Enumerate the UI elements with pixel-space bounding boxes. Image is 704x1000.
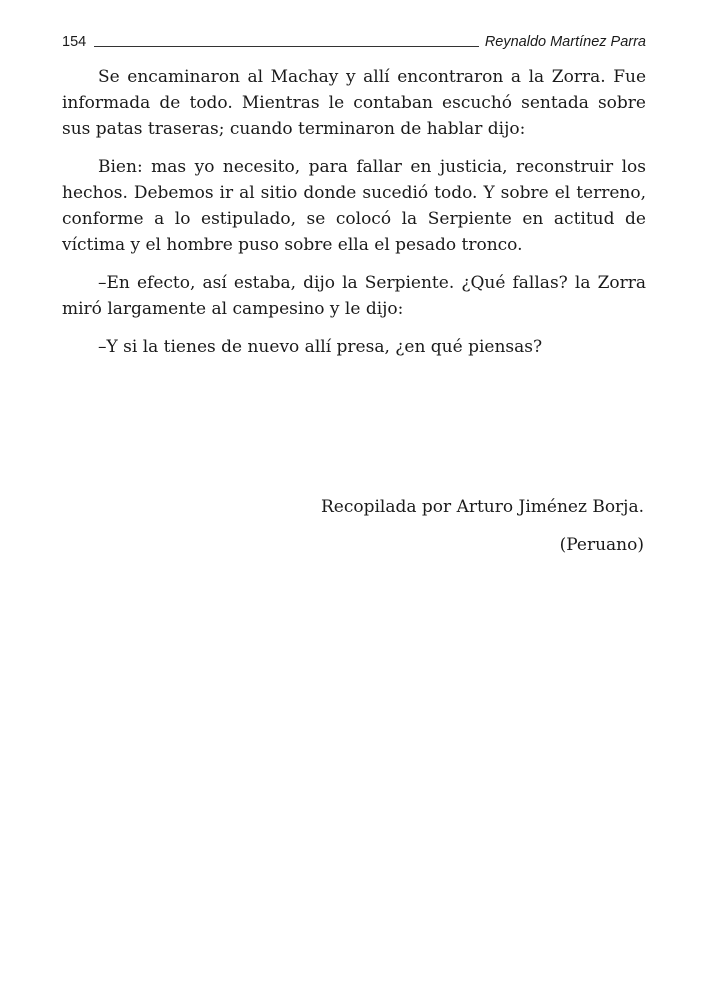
paragraph-2: Bien: mas yo necesito, para fallar en justicia, reconstruir los hechos. Debemos ir al sitio donde sucedió todo. Y sobre el terreno, conforme a lo estipulado, se colocó la Serpiente en actitud de víctima y el hombre puso sobre ella el pesado tronco. [62,157,646,255]
paragraph-4: –Y si la tienes de nuevo allí presa, ¿en qué piensas? [98,337,543,357]
header-rule [94,46,479,47]
attribution: Recopilada por Arturo Jiménez Borja. [321,497,644,517]
page-number: 154 [62,34,87,50]
running-header-author: Reynaldo Martínez Parra [484,34,646,50]
running-header [62,30,646,50]
origin-note: (Peruano) [559,535,644,555]
paragraph-1: Se encaminaron al Machay y allí encontraron a la Zorra. Fue informada de todo. Mientras le contaban escuchó sentada sobre sus patas traseras; cuando terminaron de hablar dijo: [62,67,646,139]
body-text [62,64,646,372]
paragraph-3: –En efecto, así estaba, dijo la Serpiente. ¿Qué fallas? la Zorra miró largamente al campesino y le dijo: [62,273,646,319]
